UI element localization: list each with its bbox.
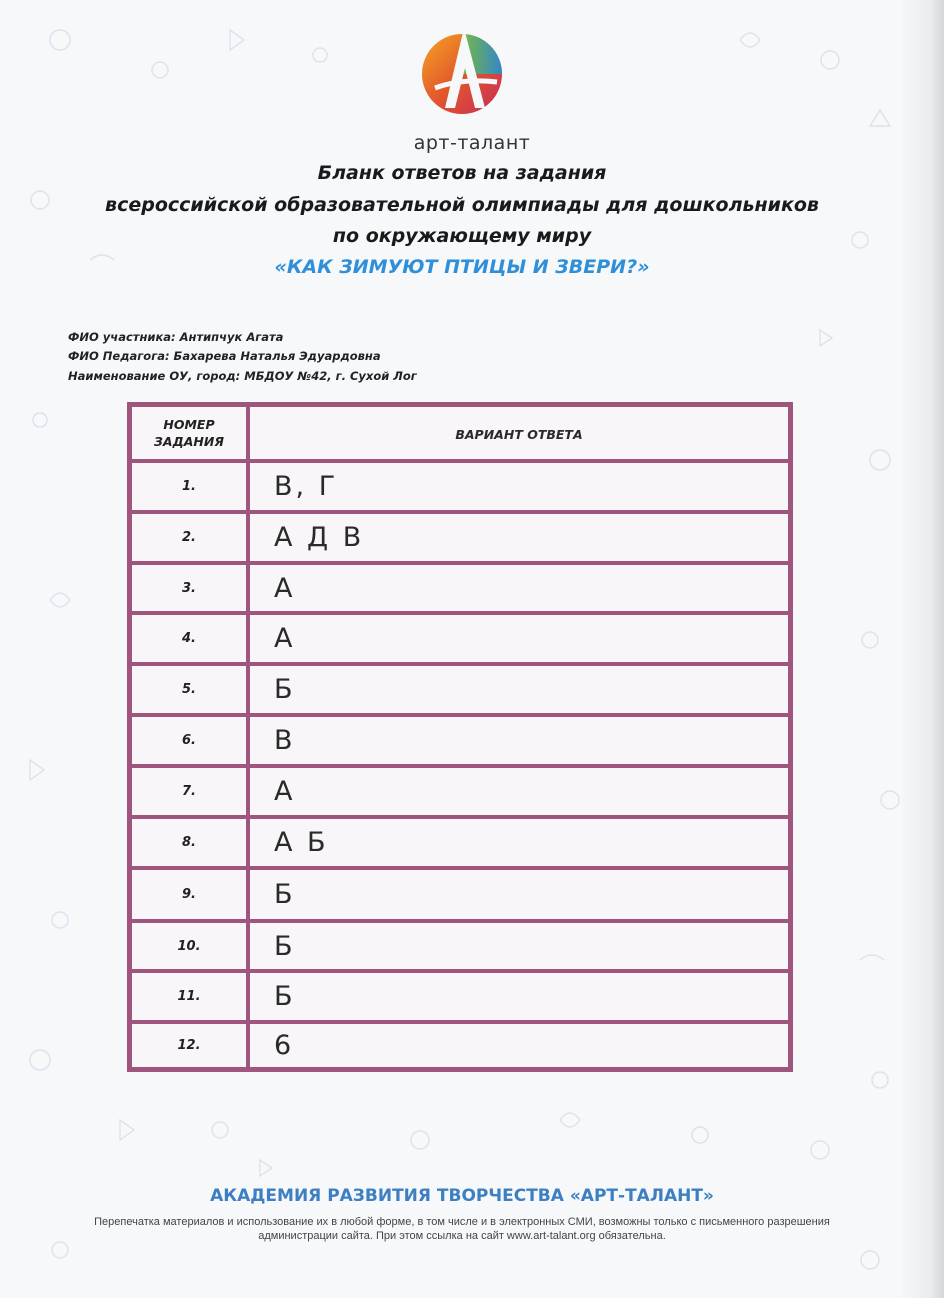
participant-name: ФИО участника: Антипчук Агата (68, 330, 284, 344)
handwritten-answer: В (274, 725, 296, 756)
teacher-name: ФИО Педагога: Бахарева Наталья Эдуардовна (68, 349, 381, 363)
handwritten-answer: Б (274, 879, 296, 910)
table-row (132, 463, 788, 514)
brand-name: арт-талант (413, 132, 531, 154)
table-row (132, 1024, 788, 1067)
handwritten-answer: А (274, 776, 296, 807)
handwritten-answer: А Б (274, 827, 329, 858)
task-number: 6. (132, 717, 250, 764)
handwritten-answer: А (274, 623, 296, 654)
table-row (132, 870, 788, 923)
table-row (132, 514, 788, 565)
handwritten-answer: Б (274, 930, 296, 962)
handwritten-answer: Б (274, 981, 296, 1012)
task-number: 11. (132, 973, 250, 1020)
title-line-2: всероссийской образовательной олимпиады для дошкольников (105, 194, 819, 216)
task-number: 1. (132, 463, 250, 510)
table-row (132, 973, 788, 1024)
footer-academy-name: АКАДЕМИЯ РАЗВИТИЯ ТВОРЧЕСТВА «АРТ-ТАЛАНТ» (210, 1186, 714, 1206)
institution-name: Наименование ОУ, город: МБДОУ №42, г. Сухой Лог (68, 369, 417, 383)
task-number: 10. (132, 923, 250, 969)
task-number: 2. (132, 514, 250, 561)
task-number: 8. (132, 819, 250, 866)
task-number: 7. (132, 768, 250, 815)
task-number: 9. (132, 870, 250, 919)
title-line-3: по окружающему миру (332, 225, 592, 247)
task-number: 4. (132, 615, 250, 662)
task-number: 12. (132, 1024, 250, 1067)
art-talant-logo-icon (417, 22, 507, 118)
table-header-row (132, 407, 788, 463)
table-row (132, 717, 788, 768)
olympiad-name: «КАК ЗИМУЮТ ПТИЦЫ И ЗВЕРИ?» (274, 256, 650, 278)
handwritten-answer: А (274, 572, 296, 604)
answers-table (127, 402, 793, 1072)
table-row (132, 565, 788, 615)
handwritten-answer: А Д В (274, 522, 365, 553)
task-number: 3. (132, 565, 250, 611)
table-row (132, 923, 788, 973)
table-row (132, 819, 788, 870)
task-number: 5. (132, 666, 250, 713)
title-line-1: Бланк ответов на задания (317, 162, 607, 184)
table-row (132, 666, 788, 717)
handwritten-answer: Б (274, 674, 296, 705)
handwritten-answer: 6 (274, 1030, 295, 1061)
handwritten-answer: В, Г (274, 471, 339, 502)
header-answer-variant: ВАРИАНТ ОТВЕТА (455, 427, 583, 442)
table-row (132, 768, 788, 819)
table-row (132, 615, 788, 666)
header-task-number: НОМЕР ЗАДАНИЯ (132, 407, 250, 459)
footer-copyright-note: Перепечатка материалов и использование их в любой форме, в том числе и в электронных СМИ, возможны только с письменного разрешения администрации сайта. При этом ссылка на сайт www.art-talant.org обязательна. (94, 1216, 830, 1242)
